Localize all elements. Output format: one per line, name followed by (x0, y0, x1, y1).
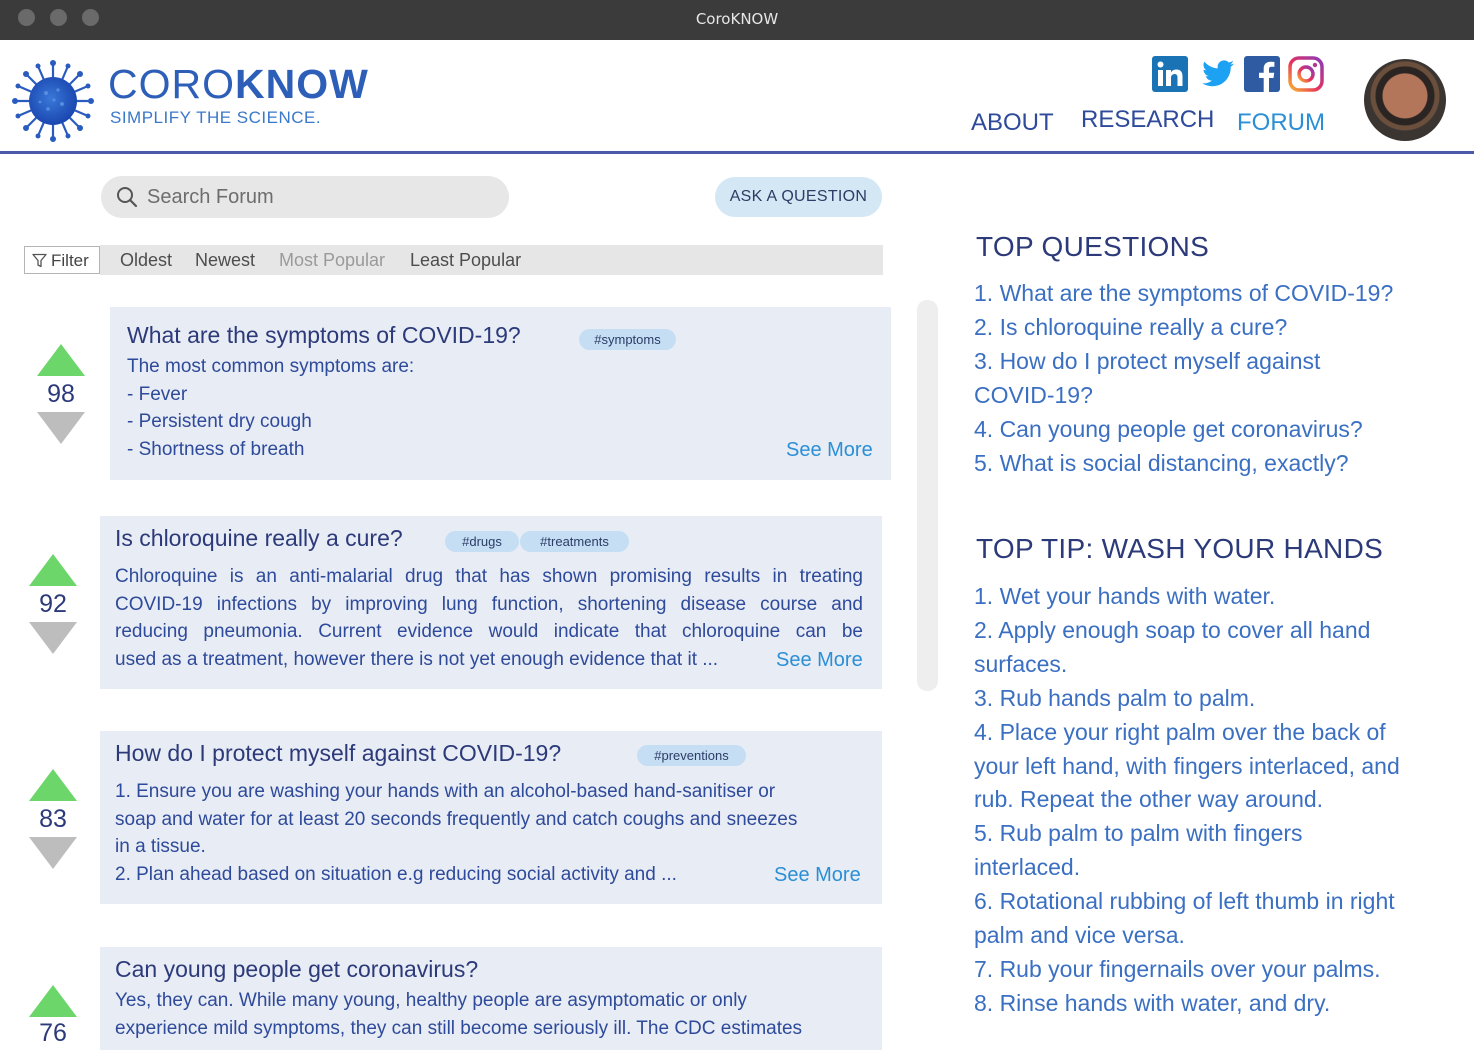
nav-about[interactable]: ABOUT (971, 109, 1054, 136)
facebook-icon[interactable] (1244, 56, 1280, 92)
post-card[interactable] (100, 947, 882, 1050)
vote-control (28, 768, 78, 870)
sort-newest[interactable]: Newest (195, 250, 256, 270)
linkedin-icon[interactable] (1152, 56, 1188, 92)
vote-count: 98 (47, 380, 75, 408)
brand-tagline: SIMPLIFY THE SCIENCE. (110, 108, 322, 127)
vote-control (36, 343, 86, 445)
tip-step: 6. Rotational rubbing of left thumb in right palm and vice versa. (974, 888, 1395, 949)
vote-count: 92 (39, 590, 67, 618)
post-tag[interactable]: #symptoms (579, 329, 676, 350)
post-title[interactable]: Is chloroquine really a cure? (115, 525, 403, 551)
avatar[interactable] (1364, 59, 1446, 141)
nav-research[interactable]: RESEARCH (1081, 106, 1215, 133)
post-excerpt (115, 563, 863, 674)
post-tag[interactable]: #treatments (520, 531, 629, 552)
post-tag[interactable]: #drugs (445, 531, 519, 552)
filter-label: Filter (51, 251, 89, 270)
tip-step: 7. Rub your fingernails over your palms. (974, 955, 1381, 982)
excerpt-line: 2. Plan ahead based on situation e.g reducing social activity and ... (115, 864, 677, 886)
twitter-icon[interactable] (1200, 56, 1236, 92)
post-card[interactable] (110, 307, 891, 480)
ask-question-button[interactable]: ASK A QUESTION (715, 177, 882, 217)
upvote-arrow-icon[interactable] (28, 553, 78, 587)
see-more-link[interactable]: See More (776, 649, 863, 671)
search-icon (116, 186, 138, 208)
excerpt-line: The most common symptoms are: (127, 356, 415, 377)
excerpt-line: - Shortness of breath (127, 439, 305, 461)
excerpt-line: 1. Ensure you are washing your hands with an alcohol-based hand-sanitiser or (115, 781, 776, 802)
downvote-arrow-icon[interactable] (28, 621, 78, 655)
vote-count: 76 (39, 1019, 67, 1047)
search-input[interactable] (147, 176, 497, 218)
vote-control (28, 984, 78, 1050)
see-more-link[interactable]: See More (774, 864, 861, 886)
filter-icon (32, 253, 47, 268)
title-bar (0, 0, 1474, 40)
virus-logo-icon[interactable] (12, 60, 94, 142)
excerpt-line: - Persistent dry cough (127, 411, 312, 433)
post-card[interactable] (100, 731, 882, 904)
post-card[interactable] (100, 516, 882, 689)
downvote-arrow-icon[interactable] (28, 836, 78, 870)
excerpt-line: experience mild symptoms, they can still become seriously ill. The CDC estimates (115, 1017, 803, 1039)
excerpt-line: - Fever (127, 383, 188, 405)
upvote-arrow-icon[interactable] (28, 984, 78, 1018)
tip-step: 2. Apply enough soap to cover all hand surfaces. (974, 616, 1371, 677)
downvote-arrow-icon[interactable] (36, 411, 86, 445)
excerpt-line: soap and water for at least 20 seconds frequently and catch coughs and sneezes (115, 808, 798, 830)
window-title: CoroKNOW (695, 10, 779, 28)
post-title[interactable]: How do I protect myself against COVID-19? (115, 740, 562, 766)
top-tip-list (974, 580, 1436, 1021)
top-questions-heading: TOP QUESTIONS (976, 231, 1210, 262)
top-questions-list (974, 277, 1444, 480)
see-more-link[interactable]: See More (786, 439, 873, 461)
upvote-arrow-icon[interactable] (36, 343, 86, 377)
sort-least-popular[interactable]: Least Popular (410, 250, 522, 270)
brand-name[interactable] (108, 61, 369, 107)
top-tip-heading: TOP TIP: WASH YOUR HANDS (976, 533, 1384, 564)
tip-step: 4. Place your right palm over the back of your left hand, with fingers interlaced, and rub. Repeat the other way around. (974, 718, 1400, 813)
top-question-link[interactable]: 1. What are the symptoms of COVID-19? (974, 280, 1394, 306)
top-question-link[interactable]: 4. Can young people get coronavirus? (974, 415, 1363, 442)
excerpt-line: Chloroquine is an anti-malarial drug that has shown promising results in treating (115, 566, 863, 587)
top-question-link[interactable]: 3. How do I protect myself against COVID-19? (974, 347, 1321, 408)
post-excerpt (115, 987, 875, 1042)
nav-forum[interactable]: FORUM (1237, 109, 1325, 136)
tip-step: 5. Rub palm to palm with fingers interlaced. (974, 820, 1303, 881)
sort-most-popular[interactable]: Most Popular (279, 250, 386, 270)
upvote-arrow-icon[interactable] (28, 768, 78, 802)
excerpt-line: reducing pneumonia. Current evidence would indicate that chloroquine can be (115, 621, 863, 643)
top-question-link[interactable]: 5. What is social distancing, exactly? (974, 449, 1349, 476)
brand-name-bold: KNOW (235, 61, 369, 107)
post-excerpt (115, 778, 875, 889)
tip-step: 3. Rub hands palm to palm. (974, 684, 1256, 711)
post-title[interactable]: Can young people get coronavirus? (115, 956, 479, 982)
post-excerpt (127, 353, 767, 464)
excerpt-line: used as a treatment, however there is not yet enough evidence that it ... (115, 649, 719, 671)
post-title[interactable]: What are the symptoms of COVID-19? (127, 322, 521, 348)
excerpt-line: COVID-19 infections by improving lung function, shortening disease course and (115, 593, 863, 615)
vote-count: 83 (39, 805, 67, 833)
brand-name-light: CORO (108, 61, 235, 107)
filter-button[interactable] (24, 246, 100, 274)
instagram-icon[interactable] (1288, 56, 1324, 92)
vote-control (28, 553, 78, 655)
excerpt-line: Yes, they can. While many young, healthy people are asymptomatic or only (115, 990, 747, 1011)
site-header (0, 40, 1474, 154)
excerpt-line: in a tissue. (115, 836, 206, 858)
search-bar[interactable] (101, 176, 509, 218)
tip-step: 1. Wet your hands with water. (974, 583, 1276, 609)
feed-scrollbar[interactable] (917, 300, 938, 691)
post-tag[interactable]: #preventions (637, 745, 746, 766)
tip-step: 8. Rinse hands with water, and dry. (974, 989, 1331, 1016)
sort-oldest[interactable]: Oldest (120, 250, 173, 270)
top-question-link[interactable]: 2. Is chloroquine really a cure? (974, 313, 1288, 340)
